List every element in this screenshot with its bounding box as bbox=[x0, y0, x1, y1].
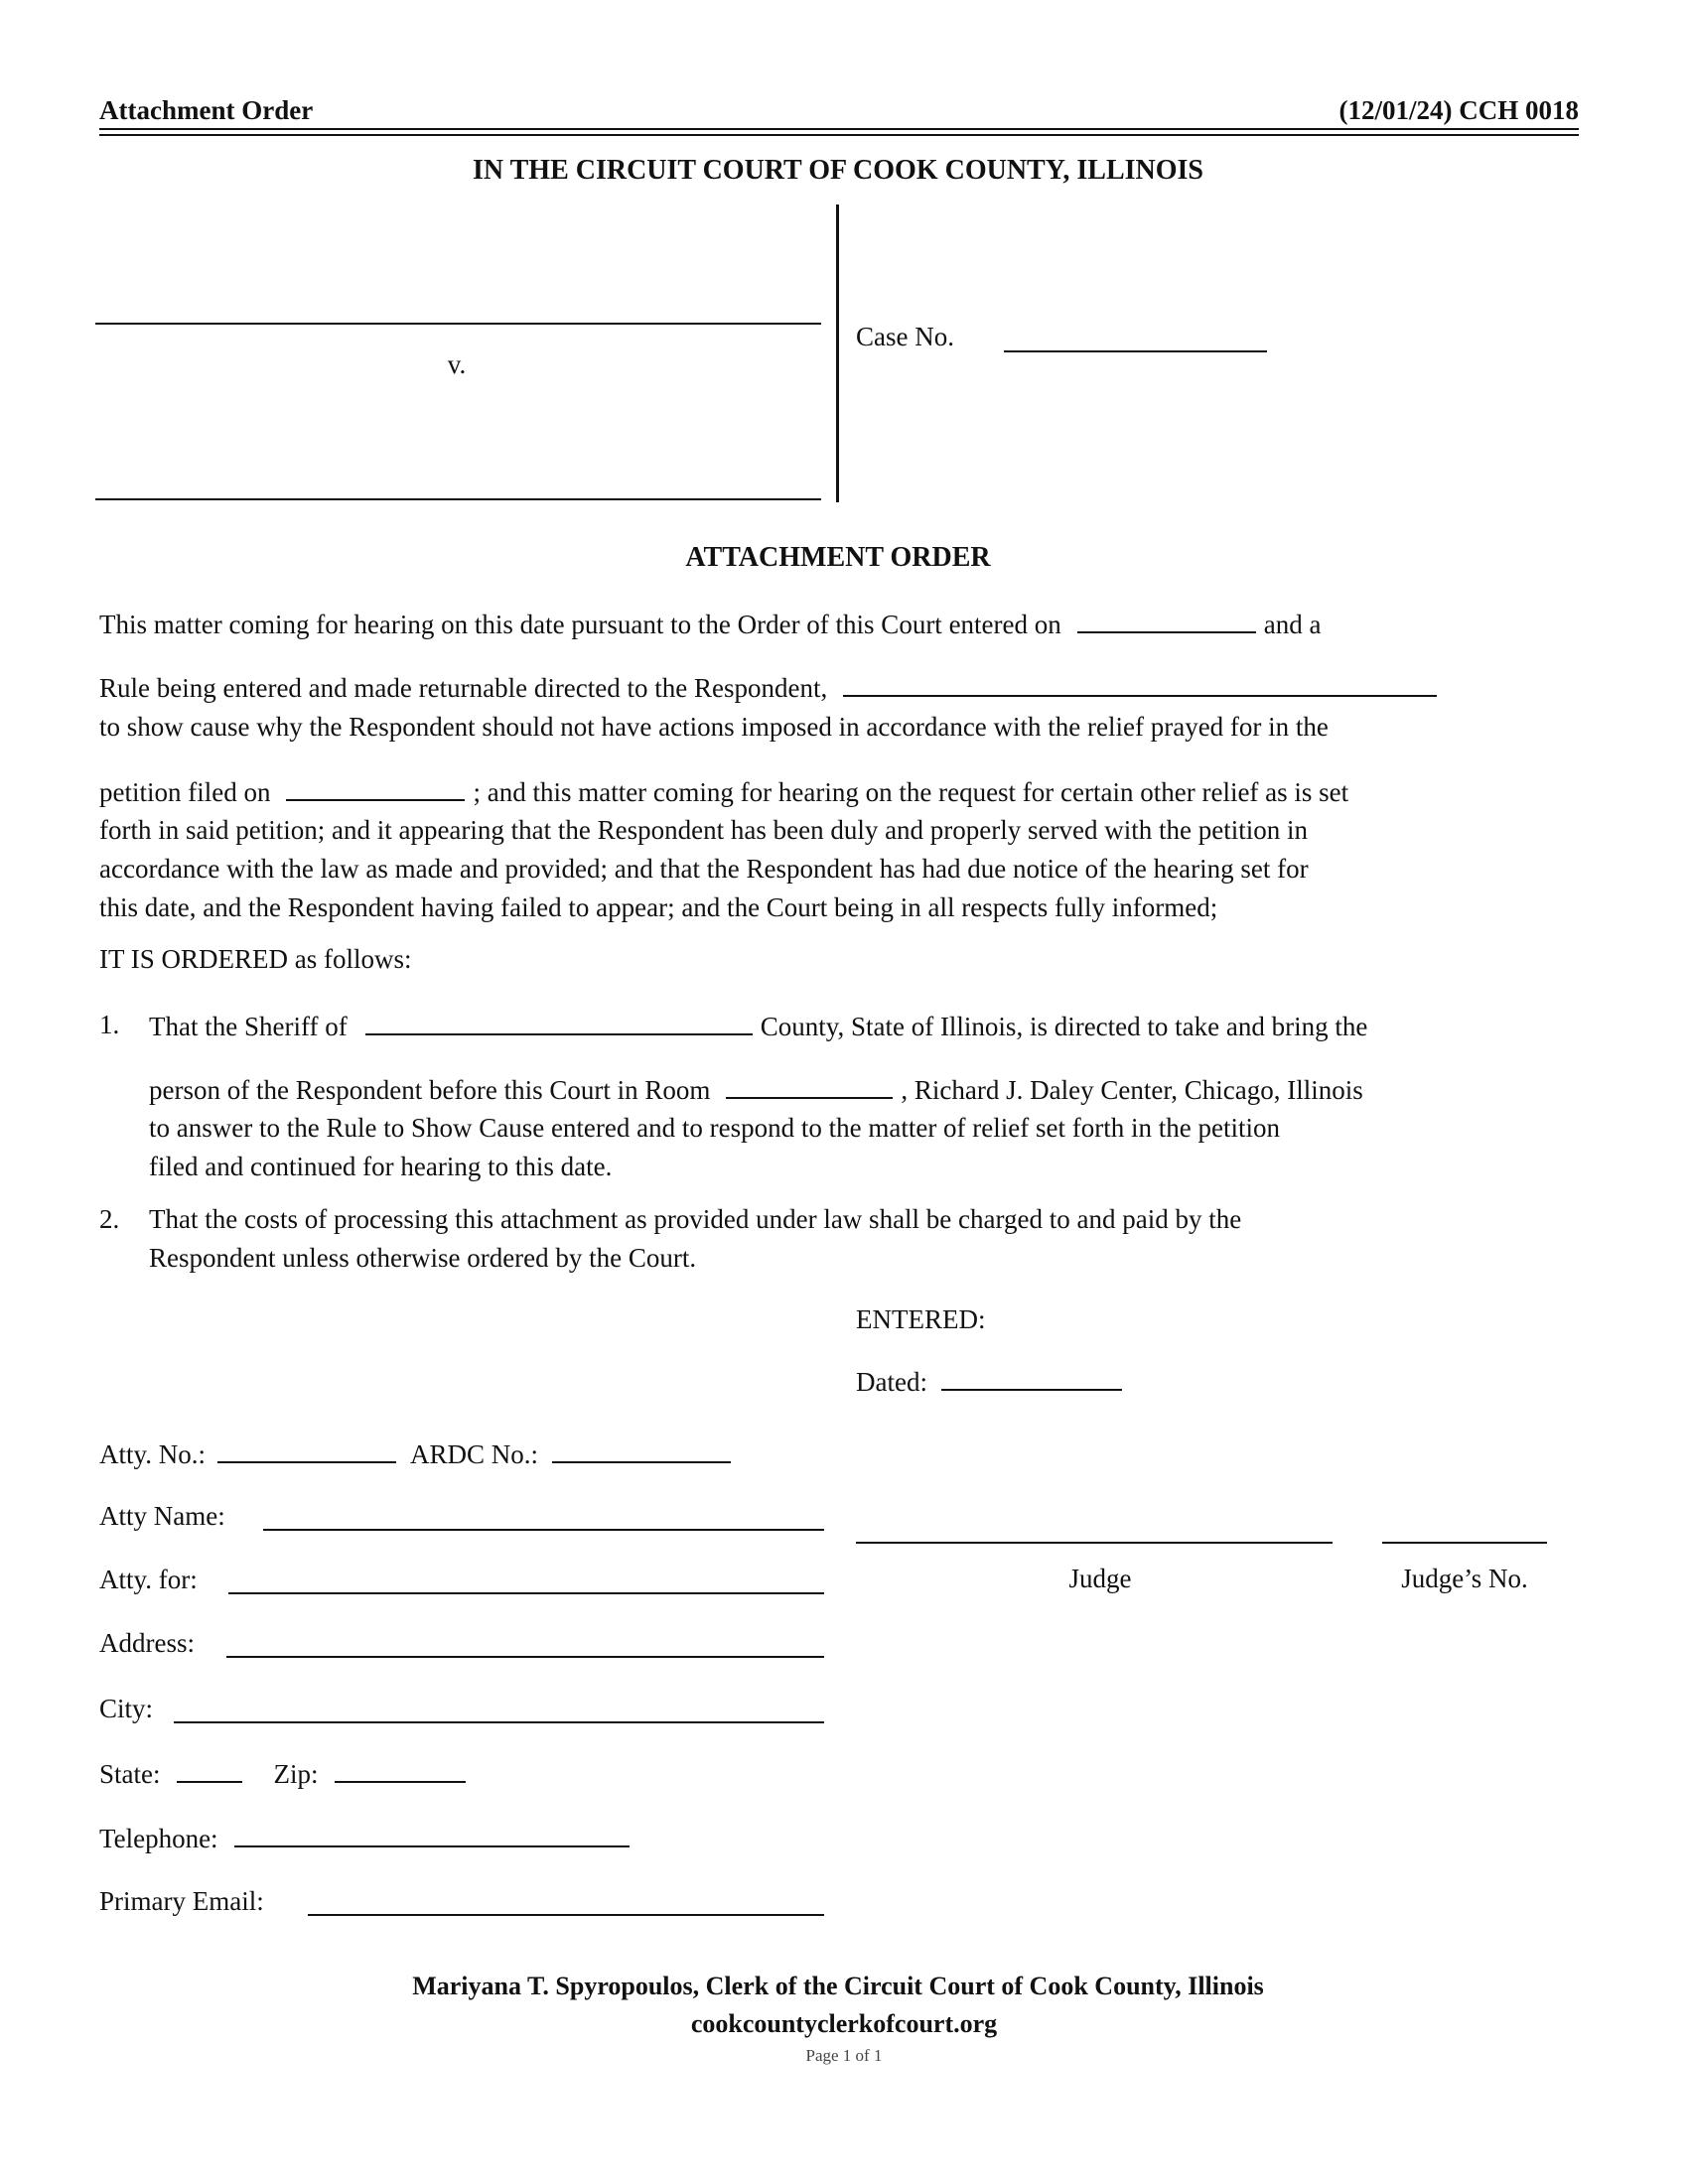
body-text: petition filed on bbox=[99, 777, 271, 807]
body-text: Rule being entered and made returnable directed to the Respondent, bbox=[99, 673, 828, 703]
atty-for-field[interactable] bbox=[228, 1592, 824, 1594]
document-title: ATTACHMENT ORDER bbox=[685, 542, 991, 573]
atty-no-field[interactable] bbox=[217, 1437, 396, 1463]
item-text: person of the Respondent before this Court in Room bbox=[149, 1075, 711, 1105]
dated-field[interactable] bbox=[941, 1365, 1122, 1391]
case-no-field[interactable] bbox=[1004, 350, 1267, 352]
city-label: City: bbox=[99, 1694, 154, 1723]
body-text: to show cause why the Respondent should not have actions imposed in accordance with the relief prayed for in the bbox=[99, 712, 1329, 742]
item-text: , Richard J. Daley Center, Chicago, Illinois bbox=[901, 1075, 1363, 1105]
ardc-no-label: ARDC No.: bbox=[410, 1439, 539, 1469]
body-text: accordance with the law as made and provided; and that the Respondent has had due notice of the hearing set for bbox=[99, 854, 1309, 884]
caption-divider bbox=[836, 205, 839, 502]
telephone-field[interactable] bbox=[234, 1822, 630, 1847]
body-text: ; and this matter coming for hearing on the request for certain other relief as is set bbox=[473, 777, 1349, 807]
page-number: Page 1 of 1 bbox=[805, 2046, 883, 2065]
atty-name-field[interactable] bbox=[263, 1529, 824, 1531]
defendant-field[interactable] bbox=[95, 498, 821, 500]
address-field[interactable] bbox=[226, 1656, 824, 1658]
body-text: and a bbox=[1263, 610, 1322, 639]
court-title: IN THE CIRCUIT COURT OF COOK COUNTY, ILLINOIS bbox=[473, 155, 1203, 186]
form-title: Attachment Order bbox=[99, 95, 314, 125]
zip-label: Zip: bbox=[273, 1759, 319, 1789]
ordered-heading: IT IS ORDERED as follows: bbox=[99, 944, 412, 974]
item-text: That the Sheriff of bbox=[149, 1012, 348, 1041]
order-date-field[interactable] bbox=[1077, 608, 1256, 633]
dated-label: Dated: bbox=[856, 1367, 927, 1397]
case-no-label: Case No. bbox=[856, 322, 954, 351]
clerk-name: Mariyana T. Spyropoulos, Clerk of the Circuit Court of Cook County, Illinois bbox=[412, 1972, 1264, 2000]
item-number: 1. bbox=[99, 1010, 120, 1039]
telephone-label: Telephone: bbox=[99, 1824, 218, 1853]
item-number: 2. bbox=[99, 1204, 120, 1234]
versus: v. bbox=[447, 349, 467, 379]
state-label: State: bbox=[99, 1759, 161, 1789]
email-label: Primary Email: bbox=[99, 1886, 264, 1916]
item-text: County, State of Illinois, is directed to take and bring the bbox=[760, 1012, 1368, 1041]
item-text: That the costs of processing this attachment as provided under law shall be charged to and paid by the bbox=[149, 1204, 1242, 1234]
room-field[interactable] bbox=[726, 1073, 893, 1099]
state-field[interactable] bbox=[177, 1757, 242, 1783]
body-text: forth in said petition; and it appearing that the Respondent has been duly and properly served with the petition in bbox=[99, 815, 1308, 845]
zip-field[interactable] bbox=[335, 1757, 466, 1783]
address-label: Address: bbox=[99, 1628, 195, 1658]
clerk-website[interactable]: cookcountyclerkofcourt.org bbox=[690, 2009, 998, 2038]
header-rule bbox=[99, 134, 1579, 136]
item-text: Respondent unless otherwise ordered by the Court. bbox=[149, 1243, 697, 1273]
header-rule bbox=[99, 128, 1579, 130]
entered-label: ENTERED: bbox=[856, 1304, 986, 1334]
body-text: this date, and the Respondent having failed to appear; and the Court being in all respects fully informed; bbox=[99, 892, 1218, 922]
ardc-no-field[interactable] bbox=[552, 1437, 731, 1463]
atty-no-label: Atty. No.: bbox=[99, 1439, 206, 1469]
judge-no-label: Judge’s No. bbox=[1401, 1564, 1528, 1593]
form-number: (12/01/24) CCH 0018 bbox=[1338, 95, 1579, 125]
body-text: This matter coming for hearing on this date pursuant to the Order of this Court entered on bbox=[99, 610, 1061, 639]
judge-label: Judge bbox=[1068, 1564, 1132, 1593]
atty-for-label: Atty. for: bbox=[99, 1565, 198, 1594]
sheriff-county-field[interactable] bbox=[365, 1010, 753, 1035]
petition-date-field[interactable] bbox=[286, 775, 465, 801]
judge-signature-field[interactable] bbox=[856, 1542, 1333, 1544]
plaintiff-field[interactable] bbox=[95, 323, 821, 325]
email-field[interactable] bbox=[308, 1914, 824, 1916]
item-text: to answer to the Rule to Show Cause entered and to respond to the matter of relief set forth in the petition bbox=[149, 1113, 1280, 1143]
judge-no-field[interactable] bbox=[1382, 1542, 1547, 1544]
respondent-field[interactable] bbox=[843, 671, 1437, 697]
city-field[interactable] bbox=[174, 1721, 824, 1723]
item-text: filed and continued for hearing to this date. bbox=[149, 1152, 613, 1181]
atty-name-label: Atty Name: bbox=[99, 1501, 225, 1531]
